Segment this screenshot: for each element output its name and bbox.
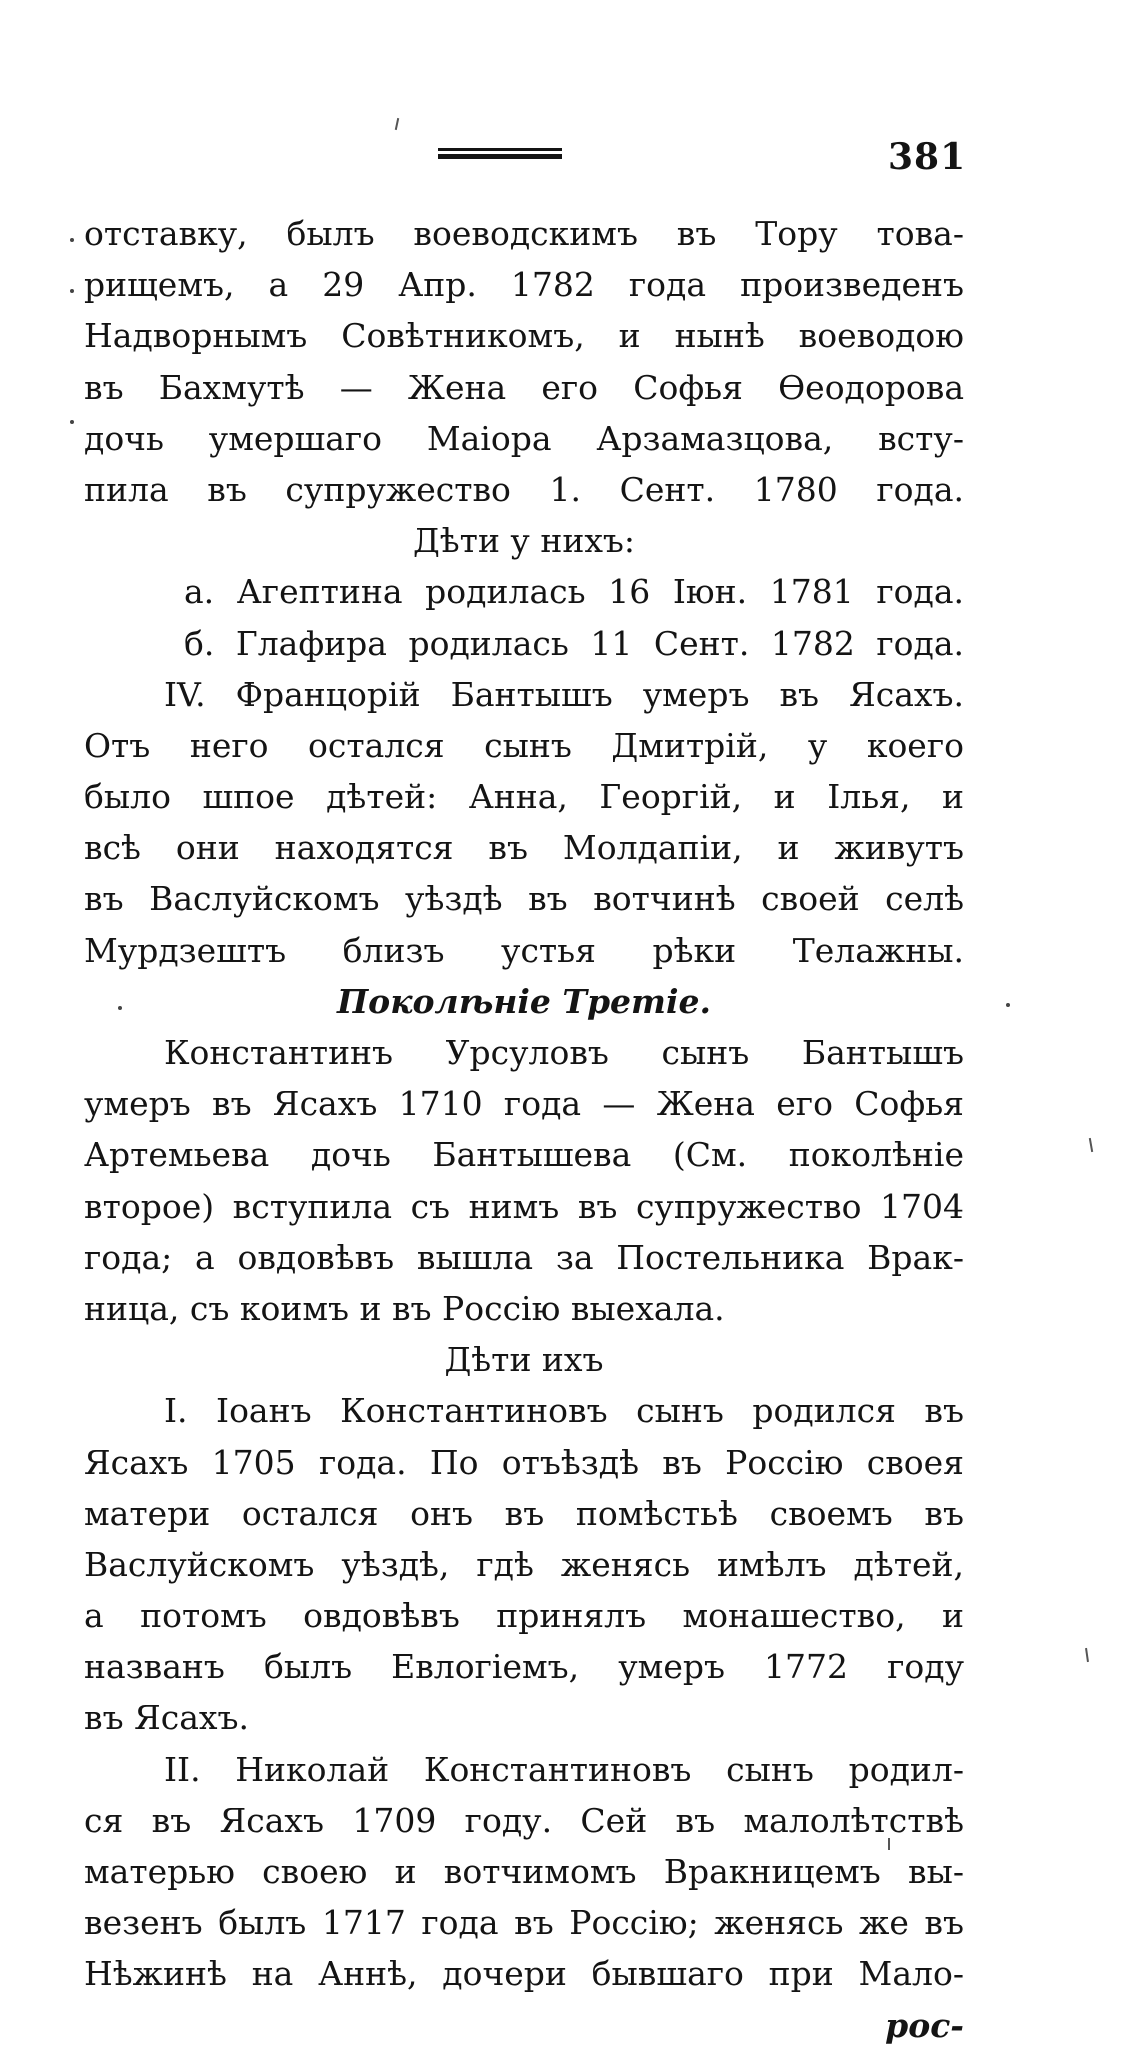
text-line: Артемьева дочь Бантышева (См. поколѣнiе	[84, 1135, 964, 1175]
header-ornament-rule	[438, 148, 562, 162]
text-line: всѣ они находятся въ Молдапiи, и живутъ	[84, 828, 964, 868]
body-text	[84, 208, 964, 2051]
text-line: ница, съ коимъ и въ Россiю выехала.	[84, 1288, 725, 1328]
text-line: Нѣжинѣ на Аннѣ, дочери бывшаго при Мало-	[84, 1954, 964, 1994]
catchword: рос-	[885, 2005, 964, 2045]
text-line: матерью своею и вотчимомъ Вракницемъ вы-	[84, 1852, 964, 1891]
text-line: въ Ясахъ.	[84, 1698, 249, 1738]
margin-speck	[70, 420, 74, 424]
text-line: отставку, былъ воеводскимъ въ Тору това-	[84, 214, 964, 253]
margin-speck	[1006, 1003, 1010, 1007]
margin-stroke	[1089, 1138, 1093, 1152]
section-heading: Дѣти ихъ	[444, 1340, 604, 1380]
text-line: ся въ Ясахъ 1709 году. Сей въ малолѣтствѣ	[84, 1800, 964, 1840]
list-item: II. Николай Константиновъ сынъ родил-	[164, 1749, 964, 1789]
list-item: IV. Францорiй Бантышъ умеръ въ Ясахъ.	[164, 674, 964, 714]
ornament-bar-thin	[438, 148, 562, 151]
text-line: года; а овдовѣвъ вышла за Постельника Врак-	[84, 1237, 964, 1277]
text-line: въ Васлуйскомъ уѣздѣ въ вотчинѣ своей селѣ	[84, 879, 964, 919]
text-line: рищемъ, а 29 Апр. 1782 года произведенъ	[84, 265, 964, 305]
text-line: названъ былъ Евлогiемъ, умеръ 1772 году	[84, 1647, 964, 1687]
text-line: дочь умершаго Маiора Арзамазцова, всту-	[84, 418, 964, 458]
text-line: пила въ супружество 1. Сент. 1780 года.	[84, 469, 964, 509]
margin-stroke-top	[395, 118, 399, 130]
text-line: умеръ въ Ясахъ 1710 года — Жена его Софья	[84, 1084, 964, 1124]
list-item: б. Глафира родилась 11 Сент. 1782 года.	[184, 623, 964, 663]
text-line: матери остался онъ въ помѣстьѣ своемъ въ	[84, 1493, 964, 1533]
margin-stroke	[1085, 1648, 1089, 1662]
text-line: было шпое дѣтей: Анна, Георгiй, и Iлья, и	[84, 777, 964, 817]
text-line: Мурдзештъ близъ устья рѣки Телажны.	[84, 930, 964, 970]
section-heading: Дѣти у нихъ:	[412, 521, 636, 561]
page-number: 381	[888, 136, 967, 178]
text-line: Васлуйскомъ уѣздѣ, гдѣ женясь имѣлъ дѣтей,	[84, 1544, 964, 1584]
text-line: Отъ него остался сынъ Дмитрiй, у коего	[84, 725, 964, 765]
text-line: Константинъ Урсуловъ сынъ Бантышъ	[164, 1033, 964, 1072]
margin-speck	[70, 289, 74, 293]
text-line: Надворнымъ Совѣтникомъ, и нынѣ воеводою	[84, 316, 964, 356]
ornament-bar-thick	[438, 154, 562, 159]
text-line: второе) вступила съ нимъ въ супружество 1704	[84, 1186, 964, 1226]
list-item: I. Iоанъ Константиновъ сынъ родился въ	[164, 1391, 964, 1431]
text-line: везенъ былъ 1717 года въ Россiю; женясь же въ	[84, 1903, 964, 1943]
text-line: въ Бахмутѣ — Жена его Софья Ѳеодорова	[84, 367, 964, 407]
text-line: а потомъ овдовѣвъ принялъ монашество, и	[84, 1596, 964, 1636]
list-item: а. Агептина родилась 16 Iюн. 1781 года.	[184, 572, 964, 612]
text-line: Ясахъ 1705 года. По отъѣздѣ въ Россiю своея	[84, 1442, 964, 1482]
generation-heading: Поколѣнiе Третiе.	[337, 981, 711, 1021]
margin-speck	[70, 238, 74, 242]
